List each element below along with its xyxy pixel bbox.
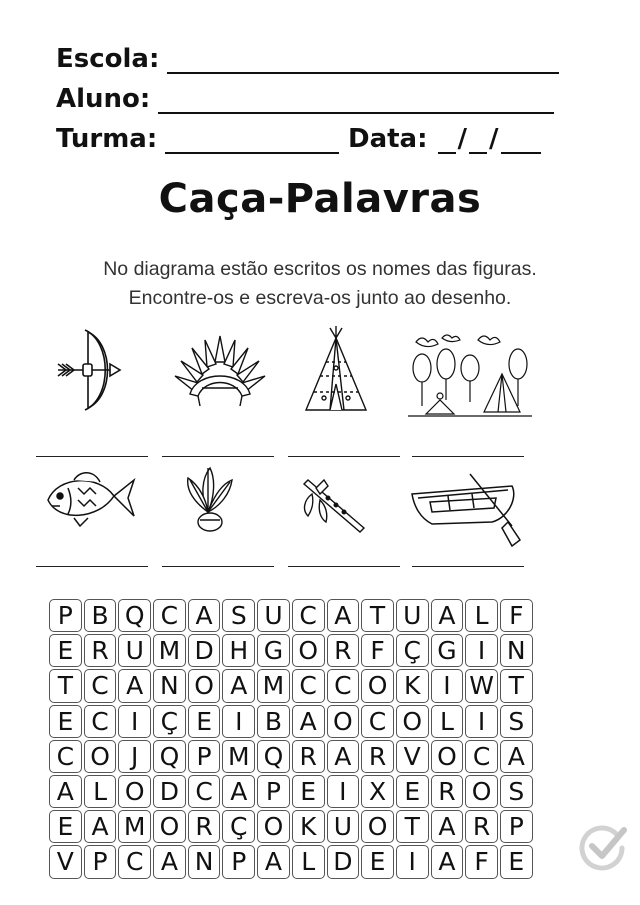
grid-cell[interactable]: O <box>84 740 117 773</box>
answer-line-7[interactable] <box>288 566 400 567</box>
grid-cell[interactable]: U <box>257 599 290 632</box>
grid-cell[interactable]: A <box>84 810 117 843</box>
grid-cell[interactable]: I <box>222 705 255 738</box>
grid-cell[interactable]: P <box>49 599 82 632</box>
grid-cell[interactable]: A <box>431 599 464 632</box>
grid-cell[interactable]: P <box>500 810 533 843</box>
grid-cell[interactable]: R <box>84 634 117 667</box>
grid-cell[interactable]: B <box>257 705 290 738</box>
class-blank[interactable] <box>165 130 339 154</box>
grid-cell[interactable]: R <box>465 810 498 843</box>
grid-cell[interactable]: N <box>188 845 221 878</box>
grid-cell[interactable]: F <box>465 845 498 878</box>
grid-cell[interactable]: Ç <box>153 705 186 738</box>
student-label: Aluno: <box>56 84 151 114</box>
bow-and-arrow-picture <box>52 326 124 414</box>
teepee-picture <box>300 324 372 416</box>
grid-cell[interactable]: C <box>118 845 151 878</box>
grid-cell[interactable]: Q <box>257 740 290 773</box>
grid-cell[interactable]: D <box>188 634 221 667</box>
answer-line-1[interactable] <box>36 456 148 457</box>
feather-headdress-picture <box>172 332 268 408</box>
answer-line-8[interactable] <box>412 566 524 567</box>
grid-cell[interactable]: C <box>153 599 186 632</box>
grid-cell[interactable]: O <box>396 705 429 738</box>
village-picture <box>406 330 534 420</box>
grid-cell[interactable]: O <box>361 669 394 702</box>
grid-cell[interactable]: A <box>327 740 360 773</box>
date-year-blank[interactable] <box>501 130 541 154</box>
grid-cell[interactable]: O <box>257 810 290 843</box>
grid-cell[interactable]: T <box>361 599 394 632</box>
school-blank[interactable] <box>167 50 559 74</box>
grid-cell[interactable]: M <box>257 669 290 702</box>
class-label: Turma: <box>56 124 158 154</box>
grid-cell[interactable]: L <box>84 775 117 808</box>
grid-cell[interactable]: I <box>465 634 498 667</box>
grid-cell[interactable]: H <box>222 634 255 667</box>
student-blank[interactable] <box>158 90 554 114</box>
grid-cell[interactable]: D <box>327 845 360 878</box>
answer-line-4[interactable] <box>412 456 524 457</box>
grid-cell[interactable]: Q <box>153 740 186 773</box>
grid-cell[interactable]: I <box>465 705 498 738</box>
answer-line-3[interactable] <box>288 456 400 457</box>
grid-cell[interactable]: C <box>292 669 325 702</box>
grid-cell[interactable]: L <box>292 845 325 878</box>
grid-cell[interactable]: S <box>500 775 533 808</box>
grid-cell[interactable]: A <box>222 669 255 702</box>
grid-cell[interactable]: N <box>500 634 533 667</box>
grid-cell[interactable]: A <box>49 775 82 808</box>
grid-cell[interactable]: T <box>49 669 82 702</box>
grid-cell[interactable]: O <box>153 810 186 843</box>
grid-cell[interactable]: M <box>153 634 186 667</box>
grid-cell[interactable]: U <box>118 634 151 667</box>
grid-cell[interactable]: C <box>84 669 117 702</box>
grid-cell[interactable]: E <box>49 634 82 667</box>
fish-picture <box>44 468 136 530</box>
date-field <box>348 124 541 154</box>
grid-cell[interactable]: M <box>118 810 151 843</box>
grid-cell[interactable]: K <box>396 669 429 702</box>
grid-cell[interactable]: O <box>188 669 221 702</box>
grid-cell[interactable]: G <box>257 634 290 667</box>
grid-cell[interactable]: C <box>327 669 360 702</box>
grid-cell[interactable]: E <box>49 810 82 843</box>
grid-cell[interactable]: A <box>327 599 360 632</box>
grid-cell[interactable]: E <box>361 845 394 878</box>
grid-cell[interactable]: C <box>361 705 394 738</box>
grid-cell[interactable]: S <box>500 705 533 738</box>
grid-cell[interactable]: A <box>188 599 221 632</box>
grid-cell[interactable]: Ç <box>396 634 429 667</box>
grid-cell[interactable]: Q <box>118 599 151 632</box>
grid-cell[interactable]: I <box>396 845 429 878</box>
grid-cell[interactable]: A <box>257 845 290 878</box>
grid-cell[interactable]: L <box>465 599 498 632</box>
feathers-picture <box>182 466 238 536</box>
class-field <box>56 124 339 154</box>
grid-cell[interactable]: U <box>396 599 429 632</box>
page-title: Caça-Palavras <box>158 176 482 222</box>
grid-cell[interactable]: M <box>222 740 255 773</box>
grid-cell[interactable]: R <box>361 740 394 773</box>
grid-cell[interactable]: I <box>431 669 464 702</box>
grid-cell[interactable]: O <box>327 705 360 738</box>
answer-line-6[interactable] <box>162 566 274 567</box>
grid-cell[interactable]: O <box>431 740 464 773</box>
grid-cell[interactable]: G <box>431 634 464 667</box>
word-search-grid <box>48 598 534 880</box>
grid-cell[interactable]: V <box>396 740 429 773</box>
instructions-line-1: No diagrama estão escritos os nomes das figuras. <box>103 258 537 280</box>
student-field <box>56 84 554 114</box>
grid-cell[interactable]: J <box>118 740 151 773</box>
instructions-line-2: Encontre-os e escreva-os junto ao desenho. <box>128 287 512 309</box>
grid-cell[interactable]: S <box>222 599 255 632</box>
grid-cell[interactable]: W <box>465 669 498 702</box>
grid-cell[interactable]: R <box>327 634 360 667</box>
grid-cell[interactable]: D <box>153 775 186 808</box>
date-month-blank[interactable] <box>469 130 487 154</box>
grid-cell[interactable]: V <box>49 845 82 878</box>
grid-cell[interactable]: E <box>188 705 221 738</box>
grid-cell[interactable]: P <box>257 775 290 808</box>
grid-cell[interactable]: I <box>118 705 151 738</box>
grid-cell[interactable]: O <box>361 810 394 843</box>
grid-cell[interactable]: P <box>222 845 255 878</box>
grid-cell[interactable]: F <box>361 634 394 667</box>
canoe-picture <box>408 468 528 548</box>
grid-cell[interactable]: R <box>188 810 221 843</box>
grid-cell[interactable]: E <box>292 775 325 808</box>
grid-cell[interactable]: P <box>188 740 221 773</box>
grid-cell[interactable]: B <box>84 599 117 632</box>
grid-cell[interactable]: P <box>84 845 117 878</box>
grid-cell[interactable]: O <box>465 775 498 808</box>
grid-cell[interactable]: X <box>361 775 394 808</box>
grid-cell[interactable]: A <box>431 845 464 878</box>
date-day-blank[interactable] <box>438 130 456 154</box>
grid-cell[interactable]: T <box>500 669 533 702</box>
grid-cell[interactable]: E <box>49 705 82 738</box>
grid-cell[interactable]: L <box>431 705 464 738</box>
grid-cell[interactable]: O <box>118 775 151 808</box>
grid-cell[interactable]: E <box>396 775 429 808</box>
answer-line-2[interactable] <box>162 456 274 457</box>
grid-cell[interactable]: Ç <box>222 810 255 843</box>
grid-cell[interactable]: C <box>49 740 82 773</box>
answer-line-5[interactable] <box>36 566 148 567</box>
grid-cell[interactable]: A <box>153 845 186 878</box>
school-field <box>56 44 559 74</box>
check-mark-logo <box>578 822 628 872</box>
grid-cell[interactable]: C <box>84 705 117 738</box>
grid-cell[interactable]: N <box>153 669 186 702</box>
grid-cell[interactable]: K <box>292 810 325 843</box>
grid-cell[interactable]: C <box>188 775 221 808</box>
grid-cell[interactable]: R <box>292 740 325 773</box>
grid-cell[interactable]: A <box>292 705 325 738</box>
grid-cell[interactable]: F <box>500 599 533 632</box>
grid-cell[interactable]: T <box>396 810 429 843</box>
grid-cell[interactable]: O <box>292 634 325 667</box>
school-label: Escola: <box>56 44 160 74</box>
grid-cell[interactable]: R <box>431 775 464 808</box>
date-separator: / <box>457 124 467 154</box>
grid-cell[interactable]: A <box>431 810 464 843</box>
date-label: Data: <box>348 124 428 154</box>
grid-cell[interactable]: E <box>500 845 533 878</box>
grid-cell[interactable]: C <box>292 599 325 632</box>
date-separator: / <box>489 124 499 154</box>
grid-cell[interactable]: C <box>465 740 498 773</box>
grid-cell[interactable]: I <box>327 775 360 808</box>
grid-cell[interactable]: A <box>118 669 151 702</box>
flute-picture <box>298 470 374 536</box>
grid-cell[interactable]: A <box>500 740 533 773</box>
grid-cell[interactable]: U <box>327 810 360 843</box>
grid-cell[interactable]: A <box>222 775 255 808</box>
